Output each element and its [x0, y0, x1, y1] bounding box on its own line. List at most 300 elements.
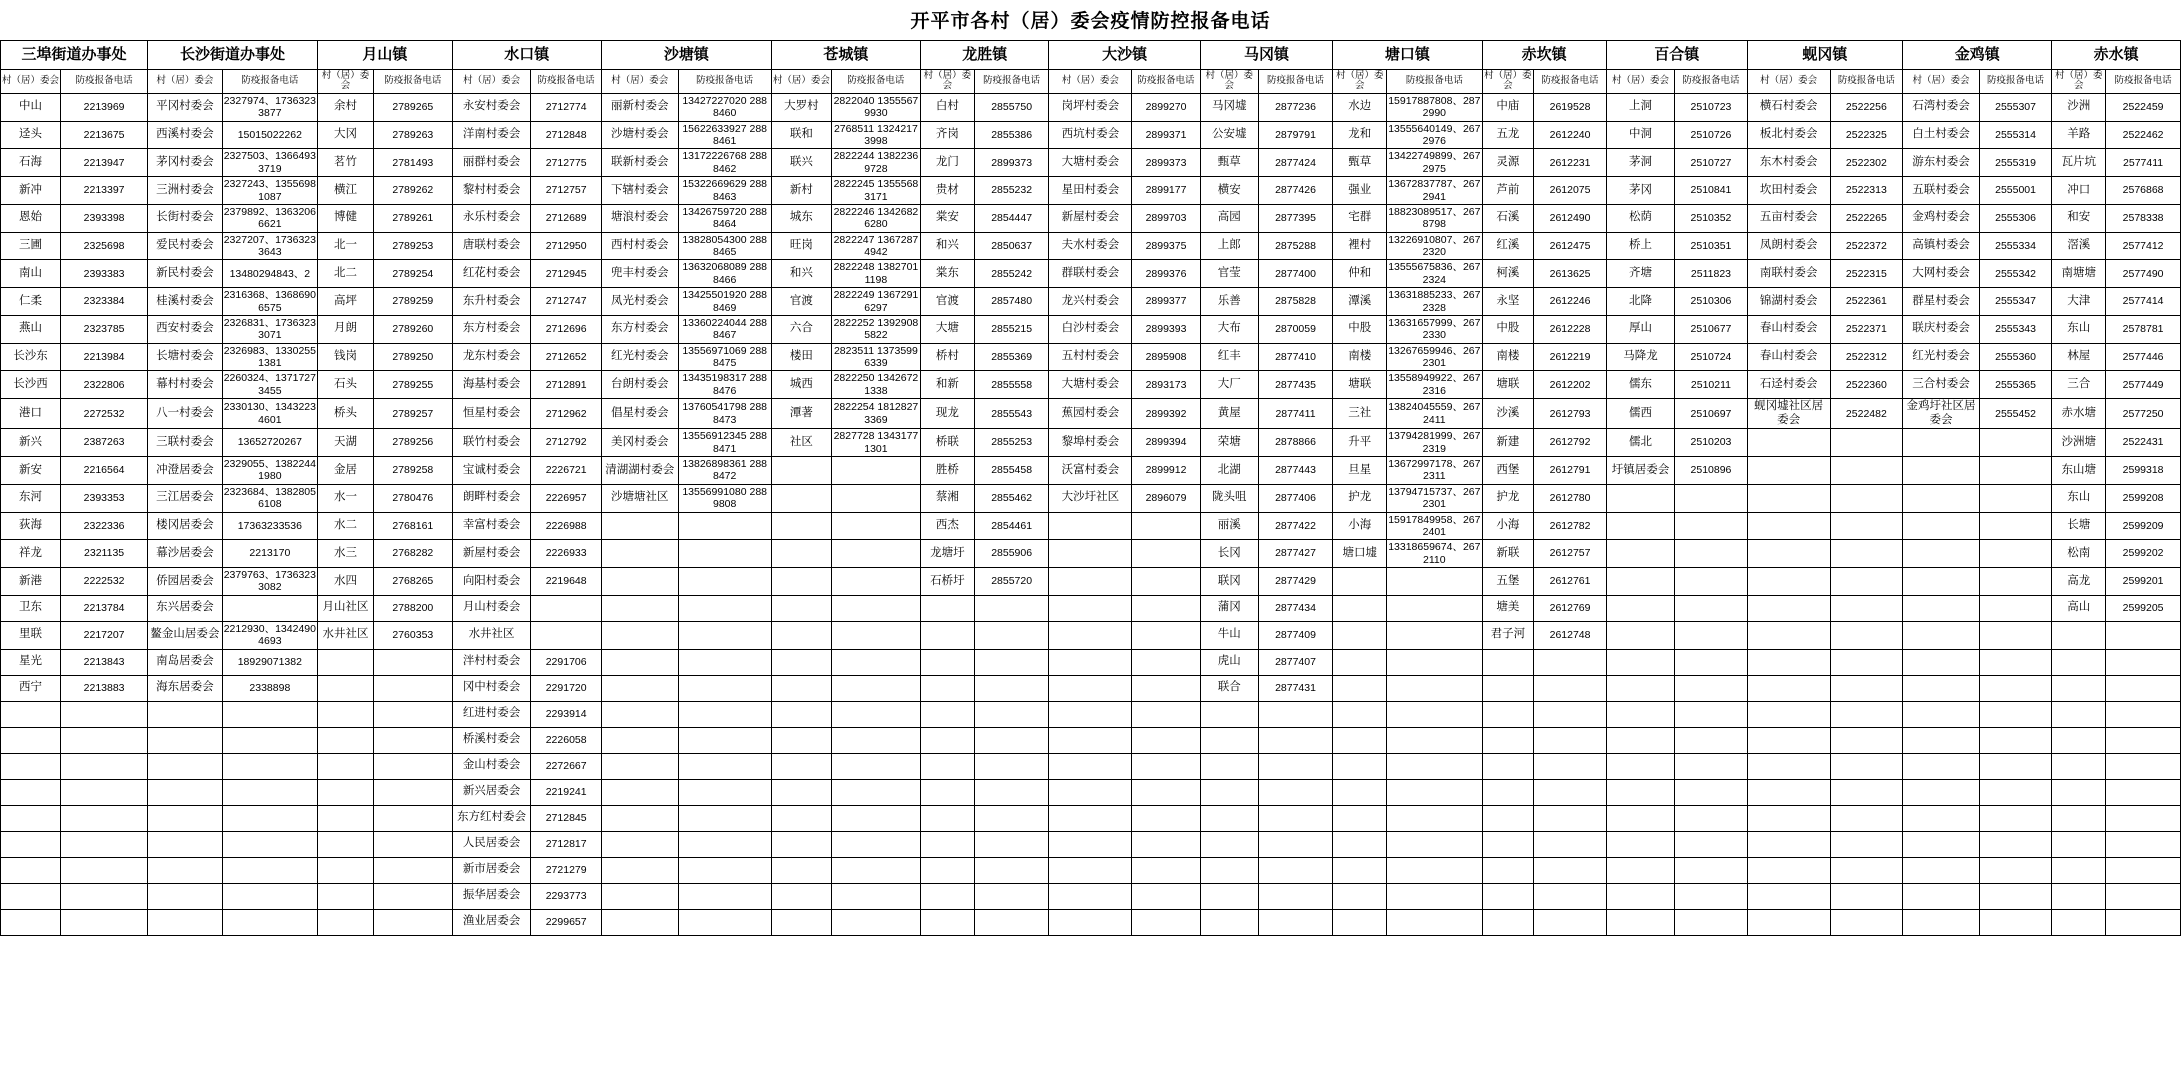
cell-village-name	[771, 831, 831, 857]
town-header-4: 水口镇	[452, 41, 601, 70]
town-header-14: 金鸡镇	[1903, 41, 2052, 70]
cell-village-name: 泮村村委会	[452, 649, 531, 675]
cell-phone-number: 13226910807、2672320	[1388, 233, 1481, 258]
cell-village-name: 高龙	[2052, 568, 2106, 596]
cell-phone-number: 2768161	[373, 512, 452, 540]
cell-phone-number: 13427227020 2888460	[678, 93, 771, 121]
cell-phone-number: 2612231	[1534, 149, 1607, 177]
cell-phone-number	[1132, 649, 1200, 675]
cell-phone-number	[1534, 675, 1607, 701]
cell-village-name: 联和	[771, 121, 831, 149]
cell-village-name: 大网村委会	[1903, 260, 1980, 288]
cell-phone-number: 2877424	[1258, 149, 1333, 177]
cell-village-name: 宅群	[1333, 204, 1387, 232]
cell-phone-number: 2322806	[61, 371, 148, 399]
table-row	[1, 121, 2181, 149]
cell-phone-number: 2899376	[1132, 260, 1200, 288]
cell-village-name: 潭著	[771, 399, 831, 429]
cell-village-name: 北一	[318, 232, 374, 260]
cell-phone-number	[831, 568, 920, 596]
cell-phone-number: 2877443	[1258, 457, 1333, 485]
cell-village-name: 东方红村委会	[452, 805, 531, 831]
col-header-tel: 防疫报备电话	[1830, 70, 1903, 94]
cell-phone-number: 2789254	[373, 260, 452, 288]
cell-village-name: 塘联	[1482, 371, 1534, 399]
cell-phone-number: 2226957	[531, 484, 601, 512]
cell-phone-number: 2291706	[531, 649, 601, 675]
cell-village-name: 三江居委会	[148, 484, 223, 512]
cell-village-name: 齐岗	[920, 121, 974, 149]
cell-village-name: 儒西	[1606, 399, 1674, 429]
cell-village-name	[1903, 429, 1980, 457]
cell-phone-number	[1979, 805, 2052, 831]
cell-phone-number: 2877400	[1258, 260, 1333, 288]
cell-village-name: 水四	[318, 568, 374, 596]
cell-phone-number	[61, 779, 148, 805]
cell-village-name: 水二	[318, 512, 374, 540]
cell-phone-number: 2612769	[1534, 595, 1607, 621]
cell-village-name	[1606, 727, 1674, 753]
cell-phone-number	[1132, 512, 1200, 540]
cell-phone-number: 13426759720 2888464	[678, 204, 771, 232]
cell-village-name: 金居	[318, 457, 374, 485]
cell-village-name: 牛山	[1200, 621, 1258, 649]
cell-village-name: 永安村委会	[452, 93, 531, 121]
cell-village-name: 星田村委会	[1049, 177, 1132, 205]
cell-village-name: 联合	[1200, 675, 1258, 701]
col-header-tel: 防疫报备电话	[61, 70, 148, 94]
cell-phone-number: 15015022262	[222, 121, 317, 149]
cell-village-name: 石湾村委会	[1903, 93, 1980, 121]
cell-phone-number	[1387, 753, 1482, 779]
col-header-tel: 防疫报备电话	[1387, 70, 1482, 94]
cell-village-name: 余村	[318, 93, 374, 121]
cell-phone-number: 2877406	[1258, 484, 1333, 512]
cell-phone-number: 2822040 13555679930	[831, 93, 920, 121]
cell-phone-number	[373, 701, 452, 727]
cell-phone-number: 2522360	[1830, 371, 1903, 399]
cell-village-name: 东山塘	[2052, 457, 2106, 485]
cell-village-name: 西坑村委会	[1049, 121, 1132, 149]
cell-village-name	[1049, 831, 1132, 857]
cell-village-name: 官渡	[920, 288, 974, 316]
cell-phone-number	[1830, 649, 1903, 675]
cell-phone-number: 2379892、13632066621	[223, 205, 316, 231]
cell-village-name: 新市居委会	[452, 857, 531, 883]
cell-phone-number: 2899373	[1132, 149, 1200, 177]
cell-phone-number: 18929071382	[222, 649, 317, 675]
cell-village-name	[771, 805, 831, 831]
town-header-8: 大沙镇	[1049, 41, 1200, 70]
cell-phone-number: 13672837787、2672941	[1388, 178, 1481, 203]
cell-village-name: 上郎	[1200, 232, 1258, 260]
cell-phone-number	[1132, 883, 1200, 909]
cell-phone-number	[1534, 857, 1607, 883]
cell-phone-number	[831, 857, 920, 883]
cell-phone-number	[974, 649, 1049, 675]
cell-phone-number	[974, 701, 1049, 727]
cell-village-name	[1049, 649, 1132, 675]
cell-village-name	[1, 909, 61, 935]
cell-village-name: 新兴	[1, 429, 61, 457]
cell-village-name	[318, 649, 374, 675]
cell-village-name	[1482, 701, 1534, 727]
cell-village-name: 甄草	[1333, 149, 1387, 177]
cell-phone-number: 2877431	[1258, 675, 1333, 701]
cell-village-name	[1482, 649, 1534, 675]
cell-phone-number: 2855458	[974, 457, 1049, 485]
cell-phone-number	[1675, 621, 1748, 649]
cell-phone-number: 2712689	[531, 204, 601, 232]
cell-village-name: 高园	[1200, 204, 1258, 232]
cell-phone-number: 2510727	[1675, 149, 1748, 177]
cell-village-name	[771, 779, 831, 805]
cell-village-name: 春山村委会	[1747, 343, 1830, 371]
cell-village-name: 南联村委会	[1747, 260, 1830, 288]
cell-phone-number: 2855720	[974, 568, 1049, 596]
cell-village-name: 羊路	[2052, 121, 2106, 149]
cell-village-name: 红光村委会	[601, 343, 678, 371]
cell-phone-number: 2612761	[1534, 568, 1607, 596]
cell-phone-number: 2213170	[222, 540, 317, 568]
cell-village-name	[1606, 540, 1674, 568]
cell-village-name	[1747, 457, 1830, 485]
cell-village-name	[148, 909, 223, 935]
cell-phone-number	[1830, 540, 1903, 568]
cell-village-name	[1747, 779, 1830, 805]
cell-phone-number	[1258, 857, 1333, 883]
cell-village-name	[920, 779, 974, 805]
cell-phone-number: 2855906	[974, 540, 1049, 568]
table-row	[1, 260, 2181, 288]
cell-village-name	[1903, 675, 1980, 701]
cell-phone-number	[1830, 457, 1903, 485]
cell-phone-number: 2712962	[531, 399, 601, 429]
cell-phone-number: 2899177	[1132, 177, 1200, 205]
cell-village-name	[318, 857, 374, 883]
cell-phone-number: 2822249 13672916297	[831, 288, 920, 316]
cell-village-name	[1482, 883, 1534, 909]
cell-village-name	[1606, 621, 1674, 649]
cell-village-name: 水井社区	[452, 621, 531, 649]
cell-village-name: 楼田	[771, 343, 831, 371]
table-row	[1, 315, 2181, 343]
cell-phone-number: 2325698	[61, 232, 148, 260]
cell-village-name: 仁柔	[1, 288, 61, 316]
cell-phone-number: 13794715737、2672301	[1388, 485, 1481, 511]
cell-phone-number: 2555347	[1979, 288, 2052, 316]
cell-village-name: 潭溪	[1333, 288, 1387, 316]
cell-phone-number: 2877422	[1258, 512, 1333, 540]
cell-phone-number: 2612240	[1534, 121, 1607, 149]
cell-village-name	[1903, 805, 1980, 831]
cell-phone-number: 15322669629 2888463	[678, 177, 771, 205]
cell-village-name: 灵源	[1482, 149, 1534, 177]
cell-phone-number: 2555001	[1979, 177, 2052, 205]
cell-village-name: 高坪	[318, 288, 374, 316]
cell-phone-number	[1675, 883, 1748, 909]
cell-phone-number	[1979, 568, 2052, 596]
cell-village-name	[1, 753, 61, 779]
cell-phone-number: 2599318	[2106, 457, 2181, 485]
cell-village-name: 大冈	[318, 121, 374, 149]
cell-phone-number	[831, 621, 920, 649]
cell-village-name	[771, 621, 831, 649]
cell-village-name	[1482, 805, 1534, 831]
cell-village-name: 南楼	[1333, 343, 1387, 371]
cell-phone-number	[974, 857, 1049, 883]
table-row	[1, 149, 2181, 177]
cell-village-name: 长沙东	[1, 343, 61, 371]
cell-phone-number: 2578338	[2106, 204, 2181, 232]
cell-phone-number: 13794281999、2672319	[1388, 430, 1481, 455]
cell-phone-number: 2877407	[1258, 649, 1333, 675]
cell-village-name	[771, 484, 831, 512]
cell-phone-number: 2822254 18128273369	[831, 399, 920, 429]
col-header-name: 村（居）委会	[1200, 70, 1258, 94]
cell-village-name: 水三	[318, 540, 374, 568]
cell-phone-number	[1830, 805, 1903, 831]
cell-village-name	[1049, 512, 1132, 540]
table-row	[1, 595, 2181, 621]
cell-phone-number	[1979, 753, 2052, 779]
cell-phone-number: 2877411	[1258, 399, 1333, 429]
cell-phone-number: 2877429	[1258, 568, 1333, 596]
cell-phone-number: 2781493	[373, 149, 452, 177]
cell-phone-number: 2612793	[1534, 399, 1607, 429]
cell-phone-number: 13422749899、2672975	[1388, 150, 1481, 175]
cell-village-name: 长沙西	[1, 371, 61, 399]
cell-phone-number	[61, 883, 148, 909]
cell-village-name: 高镇村委会	[1903, 232, 1980, 260]
cell-phone-number	[678, 909, 771, 935]
cell-village-name: 甄草	[1200, 149, 1258, 177]
cell-village-name: 西杰	[920, 512, 974, 540]
table-row	[1, 753, 2181, 779]
cell-phone-number	[1387, 621, 1482, 649]
cell-phone-number: 2877395	[1258, 204, 1333, 232]
cell-village-name: 马冈墟	[1200, 93, 1258, 121]
cell-phone-number: 2855543	[974, 399, 1049, 429]
cell-phone-number: 2219241	[531, 779, 601, 805]
cell-village-name: 公安墟	[1200, 121, 1258, 149]
cell-phone-number: 2822246 13426826280	[831, 204, 920, 232]
cell-village-name	[2052, 649, 2106, 675]
cell-phone-number	[974, 909, 1049, 935]
cell-phone-number: 2599209	[2106, 512, 2181, 540]
cell-village-name	[1333, 727, 1387, 753]
table-row	[1, 177, 2181, 205]
town-header-2: 长沙街道办事处	[148, 41, 318, 70]
cell-phone-number	[373, 727, 452, 753]
cell-village-name: 金鸡圩社区居委会	[1903, 399, 1980, 429]
col-header-name: 村（居）委会	[1482, 70, 1534, 94]
cell-village-name	[920, 727, 974, 753]
cell-phone-number: 2599208	[2106, 484, 2181, 512]
cell-village-name: 长冈	[1200, 540, 1258, 568]
cell-phone-number: 13318659674、2672110	[1388, 541, 1481, 566]
cell-phone-number	[222, 727, 317, 753]
cell-phone-number: 2855750	[974, 93, 1049, 121]
cell-phone-number: 2577446	[2106, 343, 2181, 371]
cell-phone-number	[2106, 779, 2181, 805]
cell-village-name	[920, 857, 974, 883]
cell-phone-number: 2780476	[373, 484, 452, 512]
col-header-tel: 防疫报备电话	[831, 70, 920, 94]
cell-phone-number: 2768282	[373, 540, 452, 568]
cell-phone-number: 2299657	[531, 909, 601, 935]
cell-village-name	[148, 779, 223, 805]
col-header-name: 村（居）委会	[920, 70, 974, 94]
cell-village-name	[1, 883, 61, 909]
cell-phone-number: 2226988	[531, 512, 601, 540]
cell-village-name: 夫水村委会	[1049, 232, 1132, 260]
town-header-row	[1, 41, 2181, 70]
cell-village-name: 西堡	[1482, 457, 1534, 485]
cell-phone-number	[61, 857, 148, 883]
cell-phone-number: 2522462	[2106, 121, 2181, 149]
cell-phone-number	[61, 727, 148, 753]
cell-village-name	[1747, 595, 1830, 621]
cell-phone-number: 2326983、13302551381	[223, 344, 316, 369]
cell-phone-number: 15917849958、2672401	[1388, 513, 1481, 538]
cell-village-name	[771, 568, 831, 596]
cell-village-name	[1333, 857, 1387, 883]
cell-phone-number	[1675, 701, 1748, 727]
cell-village-name	[1482, 675, 1534, 701]
cell-village-name	[2052, 805, 2106, 831]
cell-phone-number: 2555365	[1979, 371, 2052, 399]
cell-phone-number	[1675, 779, 1748, 805]
cell-village-name: 白村	[920, 93, 974, 121]
cell-phone-number: 2827728 13431771301	[831, 429, 920, 457]
cell-phone-number: 2612791	[1534, 457, 1607, 485]
cell-village-name	[1606, 805, 1674, 831]
cell-village-name: 旺岗	[771, 232, 831, 260]
cell-village-name: 幕村村委会	[148, 371, 223, 399]
cell-phone-number	[1132, 753, 1200, 779]
cell-village-name: 升平	[1333, 429, 1387, 457]
cell-phone-number: 2879791	[1258, 121, 1333, 149]
cell-village-name: 凤朗村委会	[1747, 232, 1830, 260]
table-row	[1, 857, 2181, 883]
cell-phone-number: 2612228	[1534, 315, 1607, 343]
cell-village-name: 桂溪村委会	[148, 288, 223, 316]
cell-phone-number: 2855242	[974, 260, 1049, 288]
cell-village-name: 大沙圩社区	[1049, 484, 1132, 512]
cell-village-name	[1049, 909, 1132, 935]
table-row	[1, 779, 2181, 805]
cell-village-name: 三社	[1333, 399, 1387, 429]
table-row	[1, 371, 2181, 399]
cell-phone-number: 2510896	[1675, 457, 1748, 485]
cell-village-name: 下辖村委会	[601, 177, 678, 205]
cell-phone-number: 2612757	[1534, 540, 1607, 568]
cell-village-name: 和兴	[771, 260, 831, 288]
cell-phone-number: 2522312	[1830, 343, 1903, 371]
cell-phone-number: 2216564	[61, 457, 148, 485]
cell-village-name	[1333, 779, 1387, 805]
cell-phone-number: 2789255	[373, 371, 452, 399]
cell-phone-number: 2510203	[1675, 429, 1748, 457]
cell-phone-number	[222, 753, 317, 779]
cell-phone-number: 2899270	[1132, 93, 1200, 121]
cell-village-name: 茅洞	[1606, 149, 1674, 177]
cell-phone-number: 2822252 13929085822	[831, 315, 920, 343]
cell-phone-number: 2855386	[974, 121, 1049, 149]
cell-village-name: 马降龙	[1606, 343, 1674, 371]
cell-village-name: 三洲村委会	[148, 177, 223, 205]
cell-phone-number	[974, 595, 1049, 621]
cell-village-name	[1333, 883, 1387, 909]
cell-village-name	[771, 883, 831, 909]
cell-phone-number: 2323684、13828056108	[223, 485, 316, 511]
cell-phone-number	[974, 883, 1049, 909]
cell-village-name	[601, 621, 678, 649]
cell-phone-number	[678, 857, 771, 883]
cell-village-name	[1606, 831, 1674, 857]
cell-phone-number	[2106, 753, 2181, 779]
cell-village-name	[1482, 753, 1534, 779]
cell-phone-number: 2599201	[2106, 568, 2181, 596]
cell-phone-number	[1979, 595, 2052, 621]
cell-phone-number: 2213883	[61, 675, 148, 701]
cell-phone-number: 2213397	[61, 177, 148, 205]
cell-village-name	[148, 753, 223, 779]
cell-phone-number	[1534, 649, 1607, 675]
col-header-name: 村（居）委会	[1747, 70, 1830, 94]
col-header-tel: 防疫报备电话	[1979, 70, 2052, 94]
cell-village-name	[1333, 595, 1387, 621]
cell-phone-number	[61, 831, 148, 857]
cell-village-name	[1606, 909, 1674, 935]
cell-phone-number	[974, 621, 1049, 649]
cell-phone-number	[1387, 701, 1482, 727]
cell-village-name: 中山	[1, 93, 61, 121]
cell-phone-number	[1387, 568, 1482, 596]
cell-phone-number: 2213675	[61, 121, 148, 149]
cell-phone-number: 2899394	[1132, 429, 1200, 457]
col-header-name: 村（居）委会	[452, 70, 531, 94]
cell-village-name: 红溪	[1482, 232, 1534, 260]
table-row	[1, 512, 2181, 540]
cell-village-name: 五村村委会	[1049, 343, 1132, 371]
cell-phone-number: 2510841	[1675, 177, 1748, 205]
cell-phone-number: 2522431	[2106, 429, 2181, 457]
cell-phone-number	[531, 595, 601, 621]
cell-village-name: 蕉园村委会	[1049, 399, 1132, 429]
cell-phone-number: 2510306	[1675, 288, 1748, 316]
cell-phone-number: 2712775	[531, 149, 601, 177]
cell-phone-number	[1675, 540, 1748, 568]
cell-phone-number: 2323785	[61, 315, 148, 343]
cell-village-name: 三联村委会	[148, 429, 223, 457]
cell-phone-number: 2877236	[1258, 93, 1333, 121]
cell-phone-number: 2855369	[974, 343, 1049, 371]
cell-phone-number	[1387, 883, 1482, 909]
cell-village-name	[1903, 540, 1980, 568]
cell-village-name: 海基村委会	[452, 371, 531, 399]
cell-phone-number	[831, 595, 920, 621]
cell-village-name	[920, 649, 974, 675]
town-header-12: 百合镇	[1606, 41, 1747, 70]
cell-phone-number	[1258, 883, 1333, 909]
cell-village-name	[318, 909, 374, 935]
cell-village-name: 群联村委会	[1049, 260, 1132, 288]
cell-phone-number: 2522302	[1830, 149, 1903, 177]
cell-village-name: 上洞	[1606, 93, 1674, 121]
cell-phone-number	[1830, 831, 1903, 857]
